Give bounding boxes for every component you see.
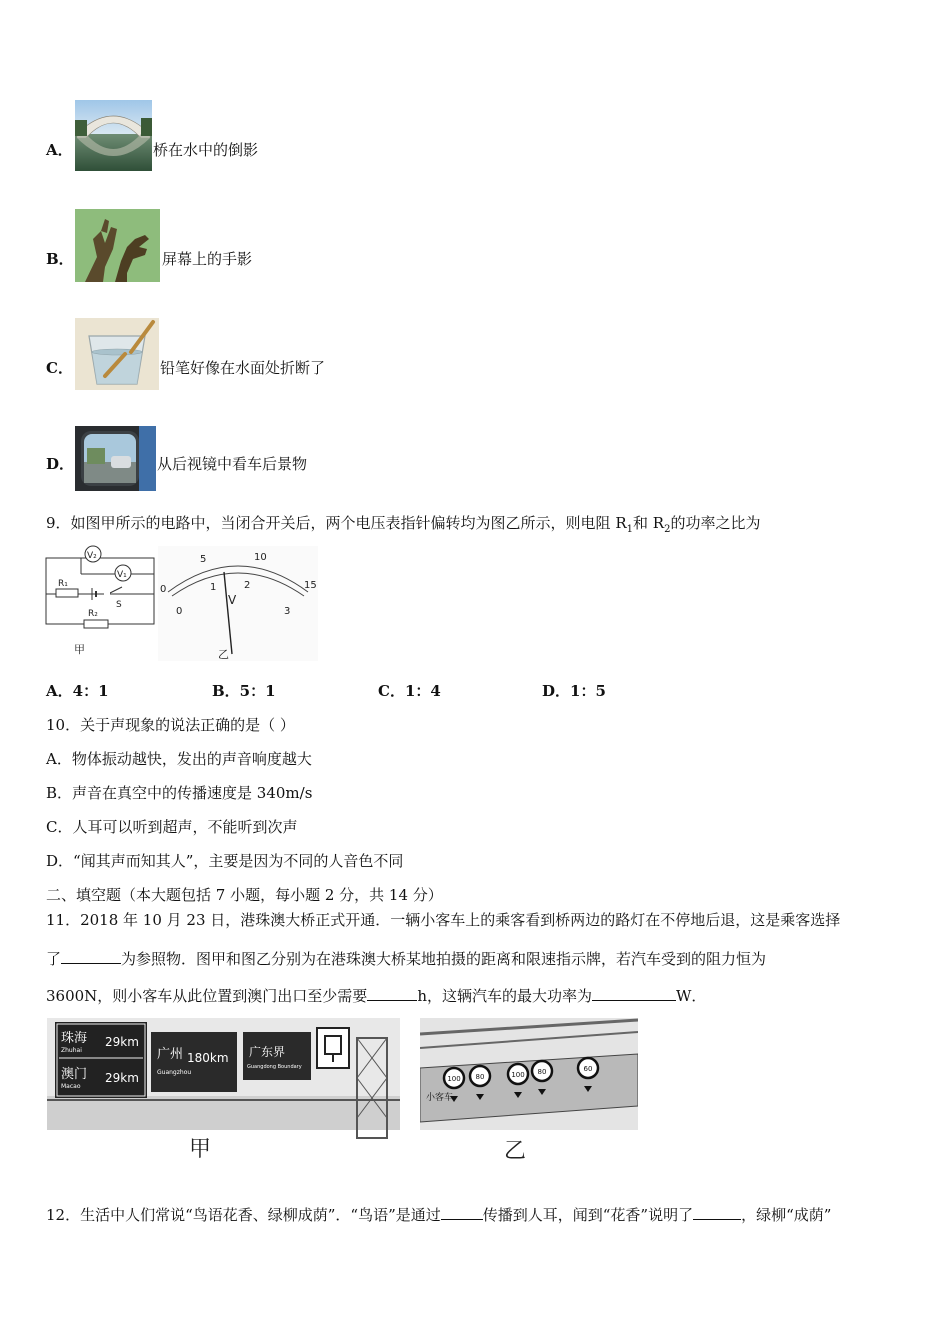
option-letter: A． — [46, 141, 73, 159]
choice-c[interactable]: C．1：4 — [378, 682, 441, 700]
sign-guangzhou-pinyin: Guangzhou — [157, 1069, 192, 1076]
pencil-in-water-photo — [75, 318, 159, 390]
option-text: 桥在水中的倒影 — [153, 141, 259, 159]
q11-text: 了 — [46, 950, 62, 968]
q11-line-1: 11．2018 年 10 月 23 日，港珠澳大桥正式开通．一辆小客车上的乘客看到桥两边的路灯在不停地后退，这是乘客选择 — [46, 911, 841, 929]
sign-guangdongjie-pinyin: Guangdong Boundary — [247, 1064, 302, 1070]
figure-label: 乙 — [504, 1139, 527, 1163]
sign-guangzhou-km: 180km — [187, 1051, 229, 1065]
sign-zhuhai-pinyin: Zhuhai — [61, 1047, 82, 1054]
q9-stem-part: 和 R — [633, 514, 665, 532]
meter-upper-15: 15 — [304, 580, 317, 591]
hand-shadow-photo — [75, 209, 160, 282]
v2-label: V₂ — [87, 551, 97, 561]
meter-lower-3: 3 — [284, 606, 291, 617]
figure-label: 乙 — [218, 648, 229, 661]
q10-choice-a[interactable]: A．物体振动越快，发出的声音响度越大 — [46, 750, 312, 768]
subscript: 1 — [626, 524, 633, 535]
sign-zhuhai-km: 29km — [105, 1035, 139, 1049]
option-text: 从后视镜中看车后景物 — [157, 455, 308, 473]
switch-label: S — [116, 600, 122, 610]
distance-sign-photo-jia — [47, 1018, 400, 1163]
sign-aomen-km: 29km — [105, 1071, 139, 1085]
meter-upper-0: 0 — [160, 584, 167, 595]
q9-stem-part: 9．如图甲所示的电路中，当闭合开关后，两个电压表指针偏转均为图乙所示，则电阻 R — [46, 514, 627, 532]
answer-blank[interactable] — [367, 986, 417, 1001]
v1-label: V₁ — [117, 570, 127, 580]
speed-limit-value: 60 — [583, 1065, 593, 1073]
q11-line-3 — [46, 986, 706, 1005]
option-letter: D． — [46, 455, 75, 473]
option-letter: B． — [46, 250, 74, 268]
figure-label: 甲 — [74, 643, 85, 656]
q12-text: 12．生活中人们常说“鸟语花香、绿柳成荫”．“鸟语”是通过 — [46, 1206, 441, 1224]
speed-limit-photo-yi — [420, 1018, 638, 1163]
sign-aomen-pinyin: Macao — [61, 1083, 81, 1090]
q10-choice-d[interactable]: D．“闻其声而知其人”，主要是因为不同的人音色不同 — [46, 852, 404, 870]
choice-a[interactable]: A．4：1 — [46, 682, 109, 700]
meter-lower-2: 2 — [244, 580, 251, 591]
q11-text: h，这辆汽车的最大功率为 — [417, 987, 592, 1005]
figure-label: 甲 — [189, 1137, 212, 1162]
speed-limit-value: 80 — [475, 1073, 485, 1081]
answer-blank[interactable] — [592, 986, 676, 1001]
meter-upper-5: 5 — [200, 554, 207, 565]
sign-aomen: 澳门 — [61, 1067, 88, 1082]
q12-text: ，绿柳“成荫” — [741, 1206, 832, 1224]
q11-text: 为参照物．图甲和图乙分别为在港珠澳大桥某地拍摄的距离和限速指示牌，若汽车受到的阻力恒为 — [121, 950, 767, 968]
answer-blank[interactable] — [693, 1205, 741, 1220]
speed-limit-value: 100 — [447, 1075, 461, 1083]
meter-lower-1: 1 — [210, 582, 217, 593]
option-text: 铅笔好像在水面处折断了 — [160, 359, 326, 377]
meter-upper-10: 10 — [254, 552, 267, 563]
choice-b[interactable]: B．5：1 — [212, 682, 276, 700]
r1-label: R₁ — [58, 579, 68, 589]
meter-unit: V — [228, 593, 237, 607]
choice-d[interactable]: D．1：5 — [542, 682, 606, 700]
bridge-reflection-photo — [75, 100, 152, 171]
voltmeter-dial-yi — [158, 546, 318, 661]
sign-guangzhou: 广州 — [157, 1047, 184, 1062]
q10-choice-c[interactable]: C．人耳可以听到超声，不能听到次声 — [46, 818, 298, 836]
sign-zhuhai: 珠海 — [61, 1031, 88, 1046]
q12-line-1 — [46, 1205, 831, 1224]
answer-blank[interactable] — [61, 949, 121, 964]
speed-limit-value: 100 — [511, 1071, 525, 1079]
circuit-diagram-jia — [44, 544, 162, 662]
q10-stem: 10．关于声现象的说法正确的是（ ） — [46, 716, 295, 734]
rearview-mirror-photo — [75, 426, 156, 491]
meter-lower-0: 0 — [176, 606, 183, 617]
answer-blank[interactable] — [441, 1205, 483, 1220]
q9-stem — [46, 514, 760, 539]
q12-text: 传播到人耳，闻到“花香”说明了 — [482, 1206, 694, 1224]
q11-text: 3600N，则小客车从此位置到澳门出口至少需要 — [46, 987, 368, 1005]
option-text: 屏幕上的手影 — [162, 250, 253, 268]
sign-car-label: 小客车 — [426, 1093, 454, 1103]
q11-text: W． — [675, 987, 707, 1005]
subscript: 2 — [664, 524, 671, 535]
speed-limit-value: 80 — [537, 1068, 547, 1076]
r2-label: R₂ — [88, 609, 98, 619]
q11-line-2 — [46, 949, 766, 968]
section-heading: 二、填空题（本大题包括 7 小题，每小题 2 分，共 14 分） — [46, 886, 443, 904]
sign-guangdongjie: 广东界 — [249, 1045, 286, 1059]
q9-stem-part: 的功率之比为 — [670, 514, 761, 532]
q10-choice-b[interactable]: B．声音在真空中的传播速度是 340m/s — [46, 784, 313, 802]
option-letter: C． — [46, 359, 73, 377]
